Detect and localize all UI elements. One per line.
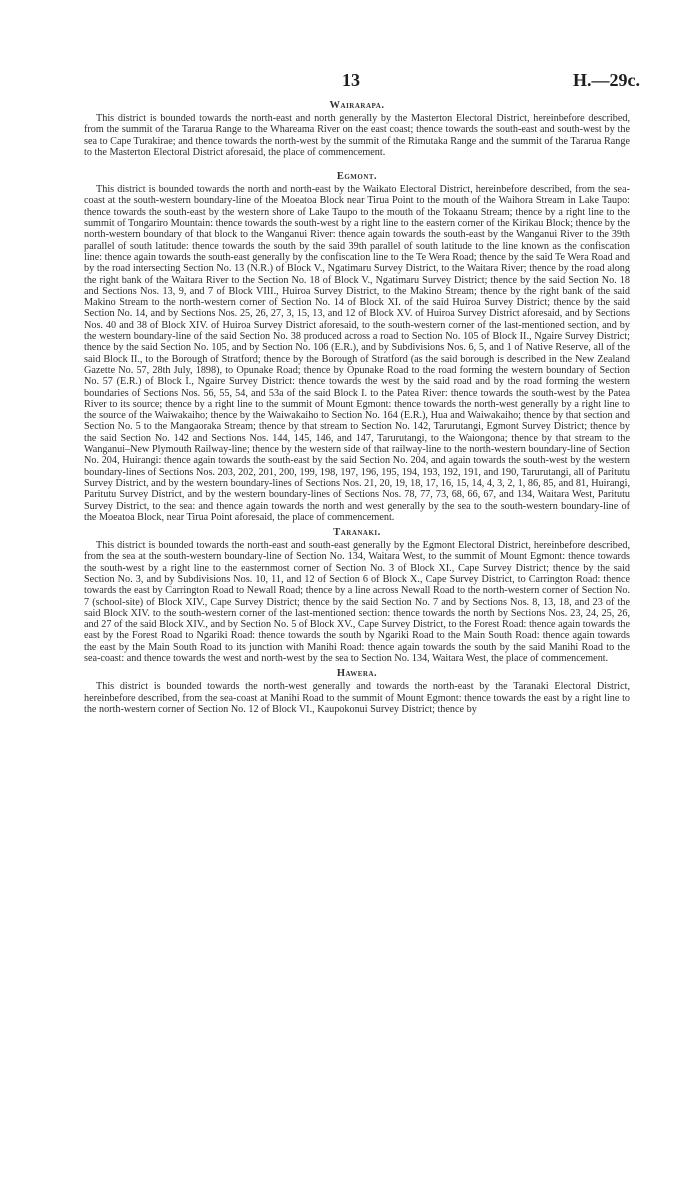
section-heading-taranaki: Taranaki. — [333, 527, 381, 539]
document-reference: H.—29c. — [573, 70, 640, 90]
page-header — [0, 70, 700, 94]
page-body — [84, 99, 630, 715]
section-text-wairarapa: This district is bounded towards the north-east and north generally by the Masterton Electoral District, hereinbefore described, from the summit of the Tararua Range to the Whareama River on the east coast; thence towards the south-east and south-west by the sea to Cape Turakirae; and thence towards the north-west by the summit of the Rimutaka Range and the summit of the Tararua Range to the Masterton Electoral District aforesaid, the place of commencement. — [84, 113, 630, 158]
section-heading-wairarapa: Wairarapa. — [329, 100, 385, 111]
page-number: 13 — [342, 70, 360, 90]
section-heading-hawera: Hawera. — [336, 668, 378, 680]
section-heading-egmont: Egmont. — [336, 171, 378, 183]
section-text-taranaki: This district is bounded towards the north-east and south-east generally by the Egmont Electoral District, hereinbefore described, from the sea at the south-western boundary-line of Section No. 134, Waitara West, to the summit of Mount Egmont: thence towards the south-west by a right line to the easternmost corner of Section No. 3 of Block XI., Cape Survey District; thence by the said Section No. 3, and by Subdivisions Nos. 10, 11, and 12 of Section 6 of Block X., Cape Survey District, to Carrington Road: thence towards the east by Carrington Road to Newall Road; thence by a line across Newall Road to the north-western corner of Section No. 7 (school-site) of Block XIV., Cape Survey District; thence by the said Section No. 7 and by Sections Nos. 8, 13, 18, and 23 of the said Block XIV. to the south-western corner of the last-mentioned section: thence towards the north by Sections Nos. 23, 24, 25, 26, and 27 of the said Block XIV., and by Section No. 5 of Block XV., Cape Survey District, to the Forest Road: thence again towards the east by the Forest Road to Ngariki Road: thence towards the south by Ngariki Road to the Main South Road: thence again towards the east by the Main South Road to its junction with Manihi Road: thence again towards the south by the said Manihi Road to the sea-coast: and thence towards the west and north-west by the sea to Section No. 134, Waitara West, the place of commencement. — [84, 540, 630, 665]
section-text-egmont: This district is bounded towards the north and north-east by the Waikato Electoral District, hereinbefore described, from the sea-coast at the south-western boundary-line of the Moeatoa Block near Tirua Point to the mouth of the Waihora Stream in Lake Taupo: thence towards the south-east by the western shore of Lake Taupo to the mouth of the Tokaanu Stream; thence by a right line to the summit of Tongariro Mountain: thence towards the south-west by a right line to the eastern corner of the Kirikau Block; thence by the north-western boundary of that block to the Wanganui River: thence again towards the south-east by the Wanganui River to the 39th parallel of south latitude: thence towards the south by the said 39th parallel of south latitude to the line known as the confiscation line: thence again towards the south-east generally by the confiscation line to the Te Wera Road; thence by the said Te Wera Road and by the road intersecting Section No. 13 (N.R.) of Block V., Ngatimaru Survey District, to the Waitara River; thence by the road along the right bank of the Waitara River to the Section No. 18 of Block V., Ngatimaru Survey District; thence by the said Section No. 18 and Sections Nos. 13, 9, and 7 of Block VIII., Huiroa Survey District, to the Makino Stream; thence by the right bank of the said Makino Stream to the north-western corner of Section No. 14 of Block XI. of the said Huiroa Survey District; thence by the said Section No. 14, and by Sections Nos. 25, 26, 27, 3, 15, 13, and 12 of Block XV. of Huiroa Survey District aforesaid, and by Sections Nos. 40 and 38 of Block XIV. of Huiroa Survey District aforesaid, to the south-western corner of the last-mentioned section, and by the western boundary-line of the said Section No. 38 produced across a road to Section No. 105 of Block II., Ngaire Survey District; thence by the said Section No. 105, and by Section No. 106 (E.R.), and by Subdivisions Nos. 6, 5, and 1 of Native Reserve, all of the said Block II., to the Borough of Stratford; thence by the Borough of Stratford (as the said borough is described in the New Zealand Gazette No. 57, 28th July, 1898), to Opunake Road; thence by Opunake Road to the road forming the western boundary of Section No. 57 (E.R.) of Block I., Ngaire Survey District: thence towards the west by the said road and by the road forming the western boundaries of Sections Nos. 56, 55, 54, and 53a of the said Block I. to the Patea River: thence towards the south-west by the Patea River to its source; thence by a right line to the summit of Mount Egmont: thence towards the north-west generally by a right line to the source of the Waiwakaiho; thence by the Waiwakaiho to Section No. 164 (E.R.), Hua and Waiwakaiho; thence by that section and Section No. 5 to the Mangaoraka Stream; thence by that stream to Section No. 142, Tarurutangi, Egmont Survey District; thence by the said Section No. 142 and Sections Nos. 144, 145, 146, and 147, Tarurutangi, to the Waiongona; thence by that stream to the Wanganui–New Plymouth Railway-line; thence by the western side of that railway-line to the north-western boundary-line of Section No. 204, Huirangi: thence again towards the south-east by the said Section No. 204, and again towards the south-west by the western boundary-lines of Sections Nos. 203, 202, 201, 200, 199, 198, 197, 196, 195, 194, 193, 192, 191, and 190, Tarurutangi, all of Paritutu Survey District, and by the western boundary-lines of Sections Nos. 21, 20, 19, 18, 17, 16, 15, 14, 4, 3, 2, 1, 86, 85, and 81, Huirangi, Paritutu Survey District, and by the western boundary-lines of Sections Nos. 78, 77, 73, 68, 66, 67, and 134, Waitara West, Paritutu Survey District, to the sea: and thence again towards the north and west generally by the sea to the south-western boundary-line of the Moeatoa Block, near Tirua Point aforesaid, the place of commencement. — [84, 184, 630, 523]
section-text-hawera: This district is bounded towards the north-west generally and towards the north-east by the Taranaki Electoral District, hereinbefore described, from the sea-coast at Manihi Road to the summit of Mount Egmont: thence towards the east by a right line to the north-western corner of Section No. 12 of Block VI., Kaupokonui Survey District; thence by — [84, 681, 630, 715]
